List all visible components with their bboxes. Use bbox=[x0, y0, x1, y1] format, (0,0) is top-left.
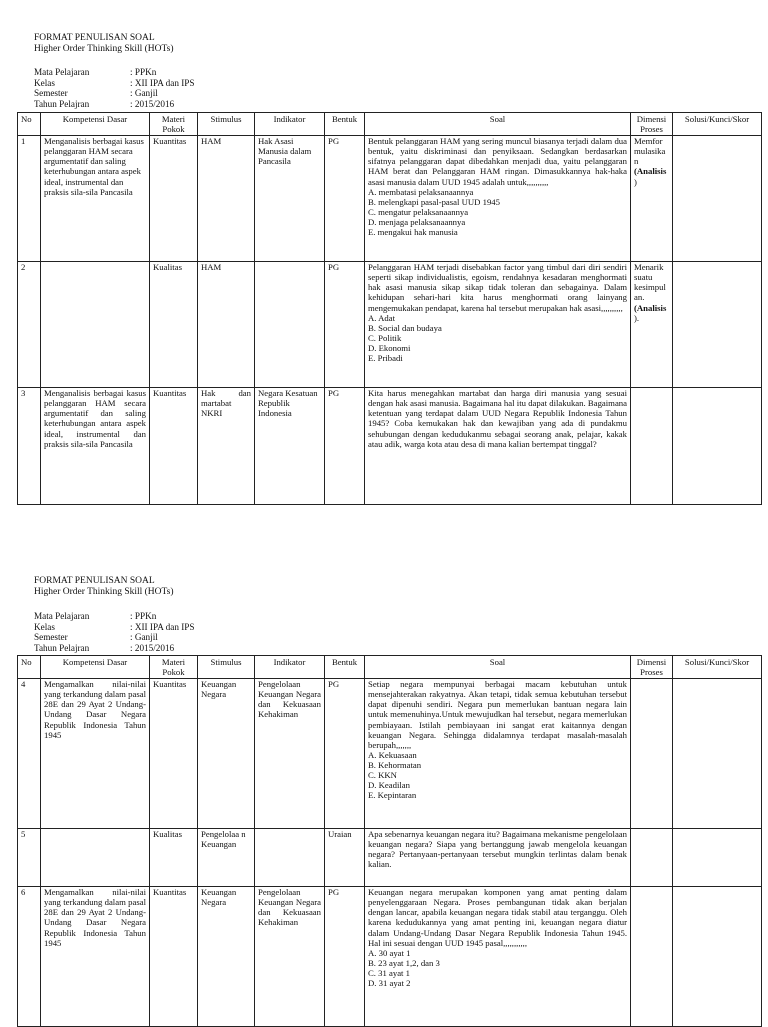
option-d: D. menjaga pelaksanaannya bbox=[368, 216, 466, 227]
row-materi: Kualitas bbox=[150, 262, 198, 388]
option-a: A. Adat bbox=[368, 312, 396, 323]
soal-text: Apa sebenarnya keuangan negara itu? Bagaimana mekanisme pengelolaan keuangan negara? Siapa yang bertanggung jawab mengelola keuangan negara? Pertanyaan-pertanyaan tersebut mungkin terlintas dalam benak kalian. bbox=[368, 829, 627, 870]
row-bentuk: PG bbox=[325, 388, 365, 505]
row-no: 1 bbox=[18, 136, 41, 262]
row-solusi bbox=[673, 136, 762, 262]
row-kd: Menganalisis berbagai kasus pelanggaran HAM secara argumentatif dan saling keterhubungan antara aspek ideal, instrumental dan praksis sila-sila Pancasila bbox=[41, 136, 150, 262]
row-kd: Menganalisis berbagai kasus pelanggaran HAM secara argumentatif dan saling keterhubungan antara aspek ideal, instrumental dan praksis sila-sila Pancasila bbox=[41, 388, 150, 505]
meta-semester-label: Semester bbox=[34, 632, 68, 642]
meta-block bbox=[34, 67, 195, 109]
option-b: B. Social dan budaya bbox=[368, 322, 442, 333]
row-soal bbox=[365, 388, 631, 505]
row-kd: Mengamalkan nilai-nilai yang terkandung dalam pasal 28E dan 29 Ayat 2 Undang-Undang Dasar Negara Republik Indonesia Tahun 1945 bbox=[41, 679, 150, 829]
question-table bbox=[17, 112, 762, 505]
table-row bbox=[18, 136, 762, 262]
meta-semester-label: Semester bbox=[34, 88, 68, 98]
header-bentuk: Bentuk bbox=[325, 656, 365, 679]
header-stimulus: Stimulus bbox=[198, 113, 255, 136]
row-indikator bbox=[255, 262, 325, 388]
meta-tahun-value: : 2015/2016 bbox=[130, 642, 175, 653]
table-row bbox=[18, 262, 762, 388]
row-indikator bbox=[255, 829, 325, 887]
format-subtitle: Higher Order Thinking Skill (HOTs) bbox=[34, 44, 174, 54]
option-c: C. Politik bbox=[368, 332, 402, 343]
format-title: FORMAT PENULISAN SOAL bbox=[34, 33, 155, 43]
row-bentuk: PG bbox=[325, 887, 365, 1027]
header-dimensi: Dimensi Proses bbox=[631, 656, 673, 679]
meta-mapel-value: : PPKn bbox=[130, 67, 157, 77]
table-row bbox=[18, 679, 762, 829]
meta-tahun-value: : 2015/2016 bbox=[130, 98, 175, 109]
row-stimulus: Hak dan martabat NKRI bbox=[198, 388, 255, 505]
table-header-row bbox=[18, 113, 762, 136]
row-stimulus: HAM bbox=[198, 262, 255, 388]
header-solusi: Solusi/Kunci/Skor bbox=[673, 113, 762, 136]
soal-text: Keuangan negara merupakan komponen yang amat penting dalam penyelenggaraan Negara. Proses pembangunan tidak akan berjalan dengan lancar, apabila keuangan negara tidak stabil atau terganggu. Oleh karena kedudukannya yang amat penting ini, keuangan negara diatur dalam Undang-Undang Dasar Negara Republik Indonesia Tahun 1945. Hal ini sesuai dengan UUD 1945 pasal,,,,,,,,,,, bbox=[368, 887, 627, 948]
row-bentuk: PG bbox=[325, 136, 365, 262]
option-b: B. melengkapi pasal-pasal UUD 1945 bbox=[368, 196, 500, 207]
row-dimensi bbox=[631, 136, 673, 262]
row-materi: Kualitas bbox=[150, 829, 198, 887]
row-stimulus: HAM bbox=[198, 136, 255, 262]
header-stimulus: Stimulus bbox=[198, 656, 255, 679]
row-dimensi bbox=[631, 887, 673, 1027]
row-kd bbox=[41, 829, 150, 887]
row-soal bbox=[365, 136, 631, 262]
meta-mapel-value: : PPKn bbox=[130, 611, 157, 621]
header-solusi: Solusi/Kunci/Skor bbox=[673, 656, 762, 679]
meta-kelas-label: Kelas bbox=[34, 77, 55, 88]
table-row bbox=[18, 388, 762, 505]
row-bentuk: Uraian bbox=[325, 829, 365, 887]
header-indikator: Indikator bbox=[255, 656, 325, 679]
row-dimensi bbox=[631, 829, 673, 887]
row-no: 5 bbox=[18, 829, 41, 887]
row-materi: Kuantitas bbox=[150, 679, 198, 829]
meta-kelas-value: : XII IPA dan IPS bbox=[130, 77, 195, 88]
row-no: 4 bbox=[18, 679, 41, 829]
row-no: 6 bbox=[18, 887, 41, 1027]
format-subtitle: Higher Order Thinking Skill (HOTs) bbox=[34, 587, 174, 597]
option-d: D. Keadilan bbox=[368, 780, 410, 791]
option-a: A. membatasi pelaksanaannya bbox=[368, 186, 474, 197]
row-indikator: Hak Asasi Manusia dalam Pancasila bbox=[255, 136, 325, 262]
row-solusi bbox=[673, 887, 762, 1027]
soal-text: Pelanggaran HAM terjadi disebabkan factor yang timbul dari diri sendiri seperti sikap individualistis, egoism, rendahnya kesadaran menghormati hak asasi manusia sikap sikap tidak toleran dan sebagainya. Dalam kehidupan sehari-hari kita harus menghormati orang lainyang mengemukakan pendapat, karena hal tersebut merupakan hak asasi,,,,,,,,,, bbox=[368, 262, 627, 313]
header-kd: Kompetensi Dasar bbox=[41, 656, 150, 679]
option-b: B. 23 ayat 1,2, dan 3 bbox=[368, 957, 440, 968]
row-indikator: Pengelolaan Keuangan Negara dan Kekuasaan Kehakiman bbox=[255, 887, 325, 1027]
meta-kelas-value: : XII IPA dan IPS bbox=[130, 621, 195, 632]
row-bentuk: PG bbox=[325, 262, 365, 388]
header-kd: Kompetensi Dasar bbox=[41, 113, 150, 136]
meta-semester-value: : Ganjil bbox=[130, 88, 158, 98]
header-soal: Soal bbox=[365, 113, 631, 136]
table-header-row bbox=[18, 656, 762, 679]
row-materi: Kuantitas bbox=[150, 388, 198, 505]
row-soal bbox=[365, 679, 631, 829]
table-row bbox=[18, 829, 762, 887]
option-e: E. Kepintaran bbox=[368, 790, 417, 801]
option-a: A. Kekuasaan bbox=[368, 749, 417, 760]
meta-mapel-label: Mata Pelajaran bbox=[34, 67, 90, 77]
header-no: No bbox=[18, 113, 41, 136]
option-e: E. Pribadi bbox=[368, 353, 403, 364]
row-kd bbox=[41, 262, 150, 388]
row-soal bbox=[365, 262, 631, 388]
row-solusi bbox=[673, 829, 762, 887]
option-c: C. 31 ayat 1 bbox=[368, 967, 410, 978]
row-kd: Mengamalkan nilai-nilai yang terkandung dalam pasal 28E dan 29 Ayat 2 Undang-Undang Dasar Negara Republik Indonesia Tahun 1945 bbox=[41, 887, 150, 1027]
dimensi-text: Menarik suatu kesimpul an. bbox=[634, 262, 666, 303]
row-materi: Kuantitas bbox=[150, 887, 198, 1027]
row-materi: Kuantitas bbox=[150, 136, 198, 262]
option-d: D. 31 ayat 2 bbox=[368, 978, 411, 989]
header-bentuk: Bentuk bbox=[325, 113, 365, 136]
row-stimulus: Pengelolaa n Keuangan bbox=[198, 829, 255, 887]
row-bentuk: PG bbox=[325, 679, 365, 829]
meta-block bbox=[34, 611, 195, 653]
header-soal: Soal bbox=[365, 656, 631, 679]
soal-text: Bentuk pelanggaran HAM yang sering muncul biasanya terjadi dalam dua bentuk, yaitu diskriminasi dan penyiksaan. Sedangkan berdasarkan sifatnya pelanggaran dapat dibedahkan menjadi dua, yaitu pelanggaran HAM berat dan Pelanggaran HAM ringan. Dimasukkannya hak-haka asasi manusia dalam UUD 1945 adalah untuk,,,,,,,,,, bbox=[368, 136, 627, 187]
row-indikator: Negara Kesatuan Republik Indonesia bbox=[255, 388, 325, 505]
soal-text: Setiap negara mempunyai berbagai macam kebutuhan untuk mensejahterakan rakyatnya. Akan tetapi, tidak semua kebutuhan tersebut dapat dipenuhi sendiri. Negara pun memerlukan bantuan negara lain untuk memenuhinya.Untuk mewujudkan hal tersebut, negara memerlukan pembiayaan. Istilah pembiayaan ini sangat erat kaitannya dengan keuangan Negara. Sehingga didalamnya terdapat masalah-masalah berupah,,,,,,, bbox=[368, 679, 627, 750]
option-b: B. Kehormatan bbox=[368, 759, 422, 770]
option-e: E. mengakui hak manusia bbox=[368, 227, 458, 238]
option-a: A. 30 ayat 1 bbox=[368, 947, 411, 958]
header-dimensi: Dimensi Proses bbox=[631, 113, 673, 136]
table-row bbox=[18, 887, 762, 1027]
meta-tahun-label: Tahun Pelajran bbox=[34, 98, 90, 109]
row-soal bbox=[365, 829, 631, 887]
row-soal bbox=[365, 887, 631, 1027]
row-stimulus: Keuangan Negara bbox=[198, 887, 255, 1027]
meta-tahun-label: Tahun Pelajran bbox=[34, 642, 90, 653]
option-d: D. Ekonomi bbox=[368, 342, 411, 353]
row-no: 3 bbox=[18, 388, 41, 505]
row-solusi bbox=[673, 679, 762, 829]
row-solusi bbox=[673, 388, 762, 505]
soal-text: Kita harus menegahkan martabat dan harga diri manusia yang sesuai dengan hak asasi manusia. Bagaimana hal itu dapat dilakukan. Bagaimana ketentuan yang terdapat dalam UUD Negara Republik Indonesia Tahun 1945? Coba kemukakan hak dan kewajiban yang ada di pundakmu sehubungan dengan kedudukanmu sebagai seorang anak, pelajar, kakak atau adik, warga kota atau desa di mana kalian bertempat tinggal? bbox=[368, 388, 627, 449]
row-stimulus: Keuangan Negara bbox=[198, 679, 255, 829]
question-table bbox=[17, 655, 762, 1027]
meta-kelas-label: Kelas bbox=[34, 621, 55, 632]
row-dimensi bbox=[631, 679, 673, 829]
dimensi-tail: ). bbox=[634, 312, 640, 323]
row-dimensi bbox=[631, 388, 673, 505]
dimensi-text: Memfor mulasika n bbox=[634, 136, 666, 167]
row-no: 2 bbox=[18, 262, 41, 388]
row-solusi bbox=[673, 262, 762, 388]
header-no: No bbox=[18, 656, 41, 679]
header-materi: Materi Pokok bbox=[150, 113, 198, 136]
format-title: FORMAT PENULISAN SOAL bbox=[34, 576, 155, 586]
meta-semester-value: : Ganjil bbox=[130, 632, 158, 642]
dimensi-bold: (Analisis bbox=[634, 302, 667, 313]
option-c: C. KKN bbox=[368, 770, 397, 781]
row-indikator: Pengelolaan Keuangan Negara dan Kekuasaan Kehakiman bbox=[255, 679, 325, 829]
header-indikator: Indikator bbox=[255, 113, 325, 136]
option-c: C. mengatur pelaksanaannya bbox=[368, 206, 469, 217]
header-materi: Materi Pokok bbox=[150, 656, 198, 679]
row-dimensi bbox=[631, 262, 673, 388]
dimensi-tail: ) bbox=[634, 176, 637, 187]
meta-mapel-label: Mata Pelajaran bbox=[34, 611, 90, 621]
dimensi-bold: (Analisis bbox=[634, 166, 667, 177]
